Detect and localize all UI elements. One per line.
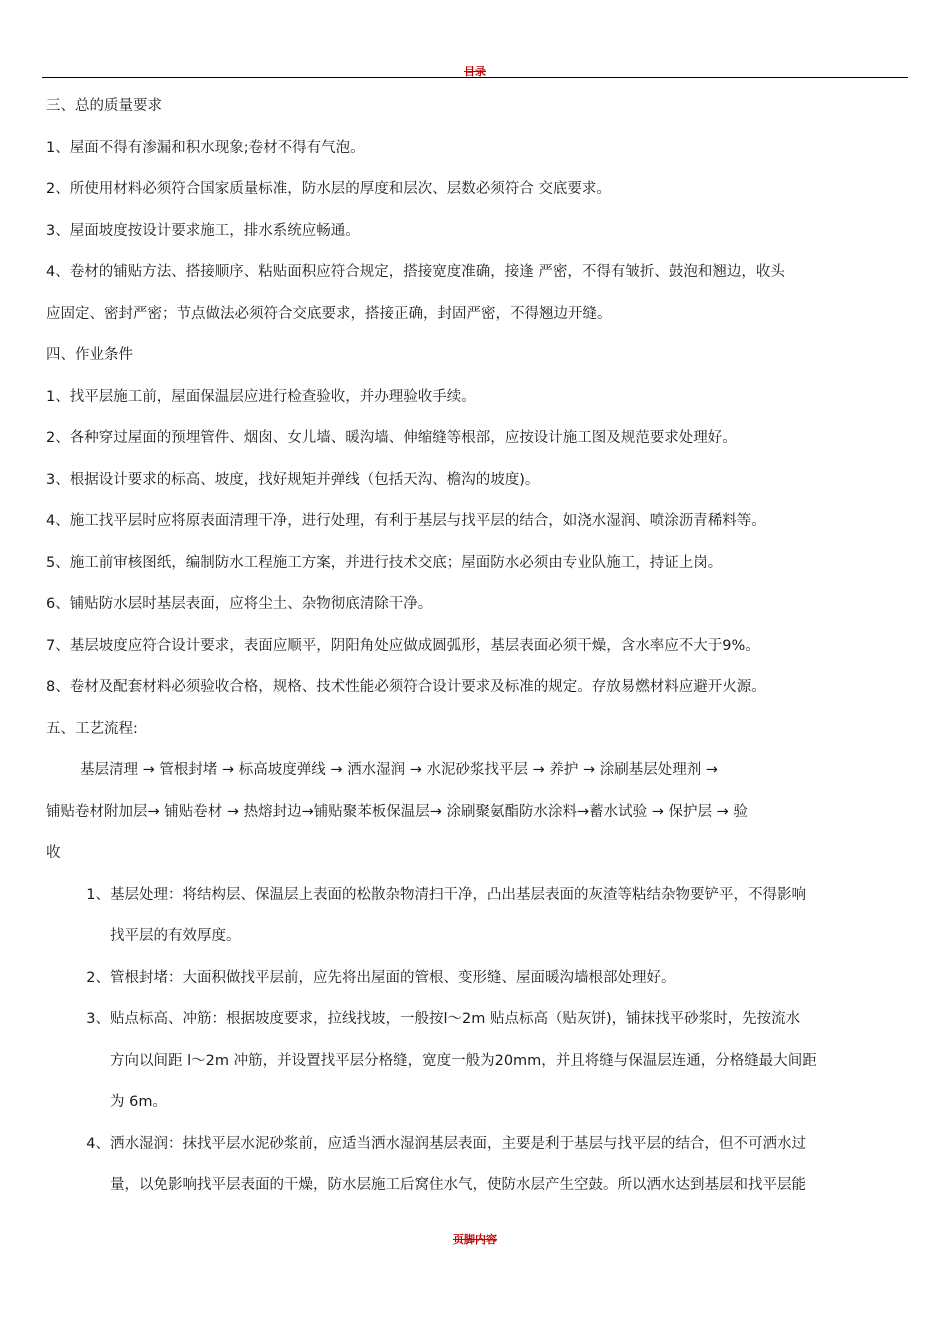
section-title-4: 四、作业条件: [46, 347, 133, 363]
step-line: 方向以间距 l～2m 冲筋，并设置找平层分格缝，宽度一般为20mm，并且将缝与保温层连通，分格缝最大间距: [110, 1052, 817, 1069]
condition-item-2: 2、各种穿过屋面的预埋管件、烟囱、女儿墙、暖沟墙、伸缩缝等根部，应按设计施工图及规范要求处理好。: [46, 430, 737, 446]
step-text: [110, 875, 912, 958]
process-step-1: [46, 875, 912, 958]
header-text: 目录: [464, 65, 486, 78]
process-flow-line-3: 收: [46, 845, 61, 861]
step-text: [110, 999, 912, 1124]
condition-item-8: 8、卷材及配套材料必须验收合格，规格、技术性能必须符合设计要求及标准的规定。存放易燃材料应避开火源。: [46, 679, 766, 695]
condition-item-6: 6、铺贴防水层时基层表面，应将尘土、杂物彻底清除干净。: [46, 596, 433, 612]
step-text: [110, 958, 912, 1000]
quality-item-3: 3、屋面坡度按设计要求施工，排水系统应畅通。: [46, 222, 360, 239]
condition-item-5: 5、施工前审核图纸，编制防水工程施工方案，并进行技术交底；屋面防水必须由专业队施工，持证上岗。: [46, 554, 723, 571]
page-header: [42, 59, 908, 78]
step-number: 3、: [86, 1011, 110, 1027]
process-step-3: [46, 999, 912, 1124]
quality-item-2: 2、所使用材料必须符合国家质量标准，防水层的厚度和层次、层数必须符合 交底要求。: [46, 181, 611, 197]
quality-item-4-line-1: 4、卷材的铺贴方法、搭接顺序、粘贴面积应符合规定，搭接宽度准确，接逢 严密，不得有皱折、鼓泡和翘边，收头: [46, 264, 785, 280]
step-text: [110, 1124, 912, 1207]
condition-item-1: 1、找平层施工前，屋面保温层应进行检查验收，并办理验收手续。: [46, 388, 476, 405]
section-title-5: 五、工艺流程:: [46, 720, 138, 737]
process-step-4: [46, 1124, 912, 1207]
step-line: 找平层的有效厚度。: [110, 928, 241, 944]
step-line: 贴点标高、冲筋：根据坡度要求，拉线找坡，一般按l～2m 贴点标高（贴灰饼)，铺抹找平砂浆时，先按流水: [110, 1011, 801, 1027]
quality-item-4-line-2: 应固定、密封严密；节点做法必须符合交底要求，搭接正确，封固严密，不得翘边开缝。: [46, 305, 612, 322]
step-number: 2、: [86, 969, 110, 986]
step-line: 量，以免影响找平层表面的干燥，防水层施工后窝住水气，使防水层产生空鼓。所以洒水达到基层和找平层能: [110, 1177, 806, 1193]
step-line: 基层处理：将结构层、保温层上表面的松散杂物清扫干净，凸出基层表面的灰渣等粘结杂物要铲平，不得影响: [110, 886, 806, 903]
document-body: [46, 86, 912, 1207]
condition-item-4: 4、施工找平层时应将原表面清理干净，进行处理，有利于基层与找平层的结合，如浇水湿润、喷涂沥青稀料等。: [46, 513, 766, 529]
process-step-2: [46, 958, 912, 1000]
condition-item-7: 7、基层坡度应符合设计要求，表面应顺平，阴阳角处应做成圆弧形，基层表面必须干燥，含水率应不大于9%。: [46, 637, 760, 654]
process-flow-line-1: 基层清理 → 管根封堵 → 标高坡度弹线 → 洒水湿润 → 水泥砂浆找平层 → 养护 → 涂刷基层处理剂 →: [80, 762, 718, 778]
step-line: 洒水湿润：抹找平层水泥砂浆前，应适当洒水湿润基层表面，主要是利于基层与找平层的结合，但不可洒水过: [110, 1135, 806, 1152]
step-number: 4、: [86, 1135, 110, 1152]
page-footer: [0, 1228, 950, 1247]
process-flow-line-2: 铺贴卷材附加层→ 铺贴卷材 → 热熔封边→铺贴聚苯板保温层→ 涂刷聚氨酯防水涂料→蓄水试验 → 保护层 → 验: [46, 803, 748, 820]
section-title-3: 三、总的质量要求: [46, 98, 162, 114]
quality-item-1: 1、屋面不得有渗漏和积水现象;卷材不得有气泡。: [46, 139, 365, 156]
step-line: 为 6m。: [110, 1094, 167, 1110]
footer-text: 页脚内容: [453, 1233, 497, 1246]
step-line: 管根封堵：大面积做找平层前，应先将出屋面的管根、变形缝、屋面暖沟墙根部处理好。: [110, 969, 676, 986]
condition-item-3: 3、根据设计要求的标高、坡度，找好规矩并弹线（包括天沟、檐沟的坡度)。: [46, 471, 540, 488]
step-number: 1、: [86, 886, 110, 903]
